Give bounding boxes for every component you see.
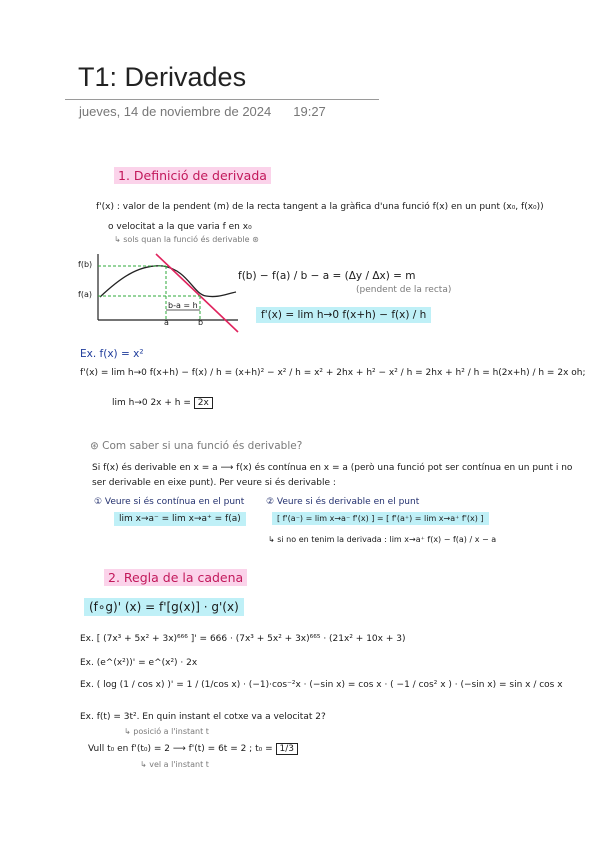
step-1-title: ① Veure si és contínua en el punt [94,497,245,507]
example-1-steps: f'(x) = lim h→0 f(x+h) − f(x) / h = (x+h)² − x² / h = x² + 2hx + h² − x² / h = 2hx + h² / h = h(2x+h) / h = 2x oh; [80,368,586,378]
slope-formula: f(b) − f(a) / b − a = (Δy / Δx) = m [238,270,416,282]
derivable-question: ⊛ Com saber si una funció és derivable? [90,440,303,452]
page-date: jueves, 14 de noviembre de 2024 [79,104,272,119]
step-2-title: ② Veure si és derivable en el punt [266,497,420,507]
example-1-label: Ex. f(x) = x² [80,348,144,360]
function-curve [100,266,236,297]
section-2-heading: 2. Regla de la cadena [104,570,247,585]
fa-label: f(a) [78,290,92,299]
chain-example-1: Ex. [ (7x³ + 5x² + 3x)⁶⁶⁶ ]' = 666 · (7x³ + 5x² + 3x)⁶⁶⁵ · (21x² + 10x + 3) [80,634,406,644]
tangent-graph [78,252,248,334]
page-timestamp [79,104,326,119]
slope-note: (pendent de la recta) [356,285,452,295]
derivable-note: ↳ sols quan la funció és derivable ⊛ [114,235,259,244]
example-1-result: 2x [194,397,213,409]
chain-example-2: Ex. (e^(x²))' = e^(x²) · 2x [80,658,198,668]
derivable-text-1: Si f(x) és derivable en x = a ⟶ f(x) és contínua en x = a (però una funció pot ser contínua en un punt i no [92,463,573,473]
chain-example-4-note-2: ↳ vel a l'instant t [140,760,209,769]
chain-example-4-note: ↳ posició a l'instant t [124,727,209,736]
chain-example-4-result: 1/3 [276,743,298,755]
chain-example-3: Ex. ( log (1 / cos x) )' = 1 / (1/cos x) · (−1)·cos⁻²x · (−sin x) = cos x · ( −1 / cos² x ) · (−sin x) = sin x / cos x [80,680,563,690]
page-title: T1: Derivades [78,62,247,92]
chain-rule: (f∘g)' (x) = f'[g(x)] · g'(x) [84,600,244,614]
h-label: b-a = h [168,301,198,310]
a-label: a [164,318,169,327]
derivative-definition: f'(x) : valor de la pendent (m) de la recta tangent a la gràfica d'una funció f(x) en un punt (x₀, f(x₀)) [96,202,544,212]
fb-label: f(b) [78,260,93,269]
step-2-formula: [ f'(a⁻) = lim x→a⁻ f'(x) ] = [ f'(a⁺) = lim x→a⁺ f'(x) ] [272,514,489,523]
derivable-text-2: ser derivable en eixe punt). Per veure si és derivable : [92,478,336,488]
example-1-limit: lim h→0 2x + h = 2x [112,398,213,408]
b-label: b [198,318,204,327]
step-2-note: ↳ si no en tenim la derivada : lim x→a⁺ f(x) − f(a) / x − a [268,535,497,544]
chain-example-4-answer: Vull t₀ en f'(t₀) = 2 ⟶ f'(t) = 6t = 2 ; t₀ = 1/3 [88,744,298,754]
section-1-heading: 1. Definició de derivada [114,168,271,183]
title-divider [65,99,379,100]
velocity-note: o velocitat a la que varia f en x₀ [108,222,252,232]
chain-example-4: Ex. f(t) = 3t². En quin instant el cotxe va a velocitat 2? [80,712,326,722]
step-1-formula: lim x→a⁻ = lim x→a⁺ = f(a) [114,514,246,524]
page-time: 19:27 [293,104,326,119]
limit-definition: f'(x) = lim h→0 f(x+h) − f(x) / h [256,309,431,321]
